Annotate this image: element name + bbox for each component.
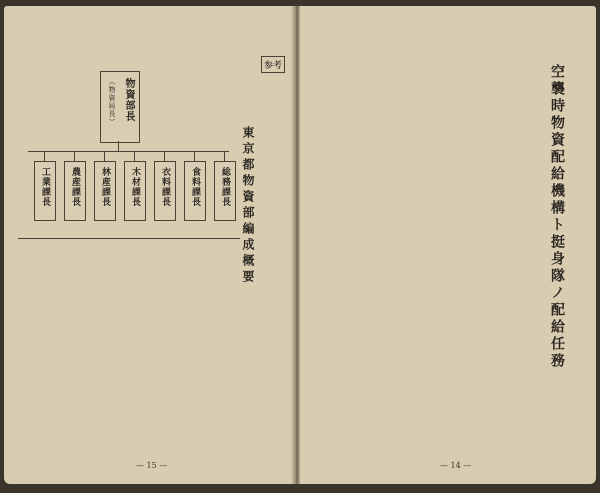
department-label: 工業課長: [40, 167, 50, 207]
section-title: 空襲時物資配給機構ト挺身隊ノ配給任務: [549, 64, 565, 370]
department-connector: [104, 151, 105, 161]
side-title: 東京都物資部編成概要: [241, 126, 255, 286]
department-box: [34, 161, 56, 221]
left-page: [4, 6, 293, 484]
department-label: 食料課長: [190, 167, 200, 207]
department-box: [124, 161, 146, 221]
department-connector: [224, 151, 225, 161]
page-number: — 15 —: [136, 461, 168, 470]
department-box: [214, 161, 236, 221]
department-label: 林産課長: [100, 167, 110, 207]
top-box-sublabel: （物資局長）: [108, 78, 116, 126]
department-box: [64, 161, 86, 221]
department-connector: [134, 151, 135, 161]
connector-vertical: [118, 141, 119, 151]
page-number: — 14 —: [440, 461, 472, 470]
department-connector: [44, 151, 45, 161]
department-label: 総務課長: [220, 167, 230, 207]
department-connector: [164, 151, 165, 161]
reference-tag: 参考: [261, 56, 285, 73]
department-label: 農産課長: [70, 167, 80, 207]
right-page: [300, 6, 596, 484]
department-box: [94, 161, 116, 221]
department-label: 衣料課長: [160, 167, 170, 207]
department-connector: [194, 151, 195, 161]
department-connector: [74, 151, 75, 161]
connector-horizontal: [28, 151, 229, 152]
department-box: [154, 161, 176, 221]
top-box: [100, 71, 140, 143]
top-box-label: 物資部長: [123, 78, 134, 122]
department-box: [184, 161, 206, 221]
department-label: 木材課長: [130, 167, 140, 207]
rule: [18, 238, 240, 239]
